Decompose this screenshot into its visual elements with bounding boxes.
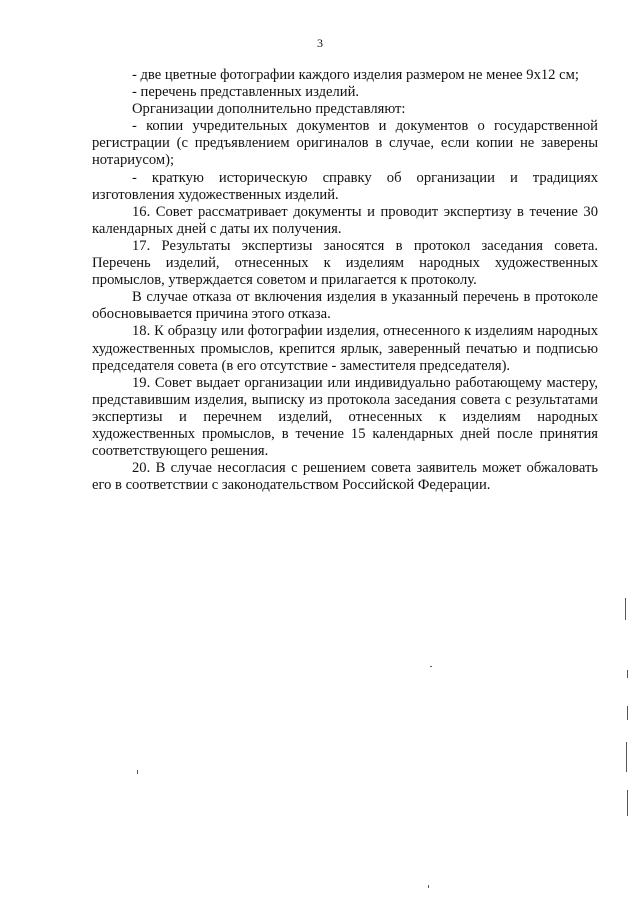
page-number: 3 — [317, 36, 323, 50]
list-item-founding-documents: - копии учредительных документов и документов о государственной регистрации (с предъявлением оригиналов в случае, если копии не заверены нотариусом); — [92, 118, 598, 169]
list-item-items-list: - перечень представленных изделий. — [132, 84, 360, 101]
scan-artifact-mark — [627, 790, 628, 816]
list-item-photos: - две цветные фотографии каждого изделия размером не менее 9х12 см; — [132, 67, 579, 83]
scan-artifact-mark — [430, 666, 432, 667]
document-body — [92, 67, 598, 494]
clause-16: 16. Совет рассматривает документы и проводит экспертизу в течение 30 календарных дней с даты их получения. — [92, 203, 598, 237]
scan-artifact-mark — [627, 706, 628, 720]
clause-19: 19. Совет выдает организации или индивидуально работающему мастеру, представившим изделия, выписку из протокола заседания совета с результатами экспертизы и перечнем изделий, отнесенных к изделиям народных художественных промыслов, в течение 15 календарных дней после принятия соответствующего решения. — [92, 374, 598, 460]
clause-18: 18. К образцу или фотографии изделия, отнесенного к изделиям народных художественных промыслов, крепится ярлык, заверенный печатью и подписью председателя совета (в его отсутствие - заместителя председателя). — [92, 323, 598, 374]
scan-artifact-mark — [625, 598, 626, 620]
scan-artifact-mark — [137, 770, 138, 774]
scan-artifact-mark — [626, 742, 627, 772]
clause-20: 20. В случае несогласия с решением совета заявитель может обжаловать его в соответствии с законодательством Российской Федерации. — [92, 460, 598, 494]
clause-17-refusal: В случае отказа от включения изделия в указанный перечень в протоколе обосновывается причина этого отказа. — [92, 289, 598, 323]
scan-artifact-mark — [627, 670, 628, 678]
scan-artifact-mark — [428, 885, 429, 888]
organizations-intro: Организации дополнительно представляют: — [132, 101, 406, 118]
list-item-historical-note: - краткую историческую справку об организации и традициях изготовления художественных изделий. — [92, 169, 598, 203]
clause-17: 17. Результаты экспертизы заносятся в протокол заседания совета. Перечень изделий, отнесенных к изделиям народных художественных промыслов, утверждается советом и прилагается к протоколу. — [92, 237, 598, 289]
